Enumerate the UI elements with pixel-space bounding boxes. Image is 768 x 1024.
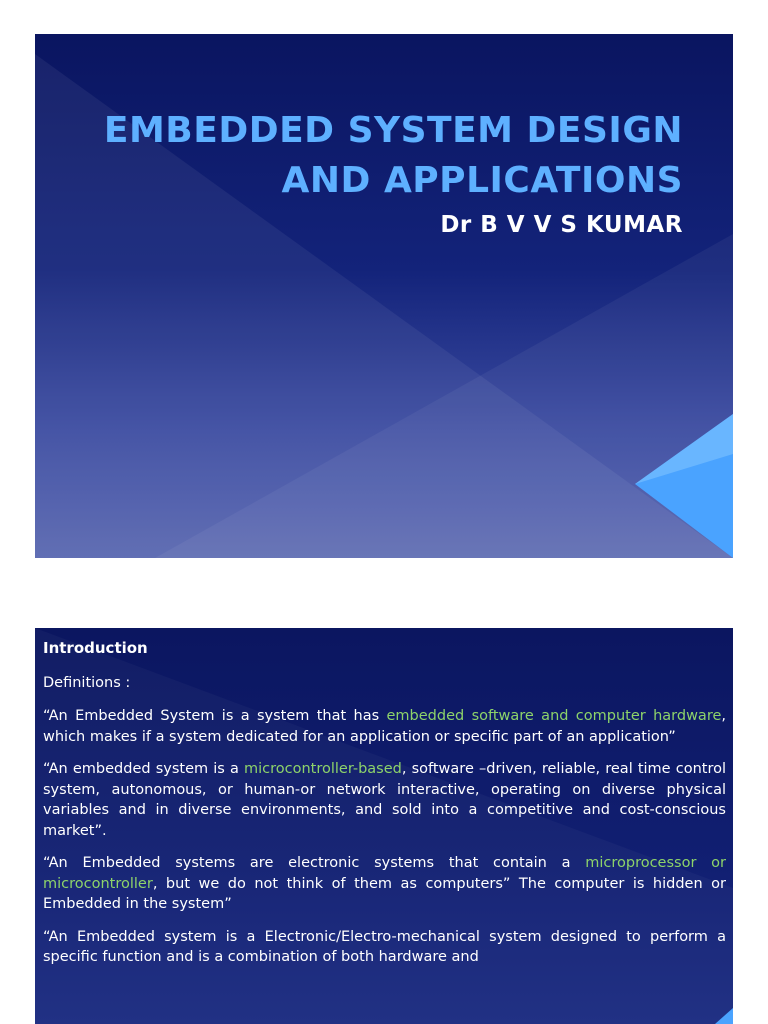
slide-content xyxy=(43,638,726,980)
definition-text: , but we do not think of them as computers” The computer is hidden or Embedded in the system” xyxy=(43,875,726,912)
author-name: Dr B V V S KUMAR xyxy=(440,212,683,238)
definitions-label: Definitions : xyxy=(43,674,131,691)
highlighted-term: embedded software and computer hardware xyxy=(386,708,722,724)
definition-text: “An embedded system is a xyxy=(43,761,244,777)
definition-text: , software –driven, reliable, real time control system, autonomous, or human-or network interactive, operating on diverse physical variables and in diverse environments, and sold into a competitive and cost-conscious market”. xyxy=(43,761,726,839)
definition-text: “An Embedded System is a system that has xyxy=(43,708,387,724)
presentation-title: EMBEDDED SYSTEM DESIGN AND APPLICATIONS xyxy=(103,110,683,201)
definition-text: “An Embedded system is a Electronic/Electro-mechanical system designed to perform a specific function and is a combination of both hardware and xyxy=(43,928,726,965)
title-slide xyxy=(35,34,733,558)
highlighted-term: microcontroller-based xyxy=(243,761,402,777)
introduction-slide xyxy=(35,628,733,1024)
definition-paragraph-1 xyxy=(43,706,726,747)
highlighted-term: microprocessor or microcontroller xyxy=(43,855,726,892)
definition-paragraph-2 xyxy=(43,759,726,841)
definition-text: , which makes if a system dedicated for an application or specific part of an application” xyxy=(43,708,726,745)
definition-text: “An Embedded systems are electronic systems that contain a xyxy=(43,855,586,871)
definition-paragraph-3 xyxy=(43,853,726,915)
section-heading: Introduction xyxy=(43,639,148,657)
definition-paragraph-4 xyxy=(43,927,726,968)
